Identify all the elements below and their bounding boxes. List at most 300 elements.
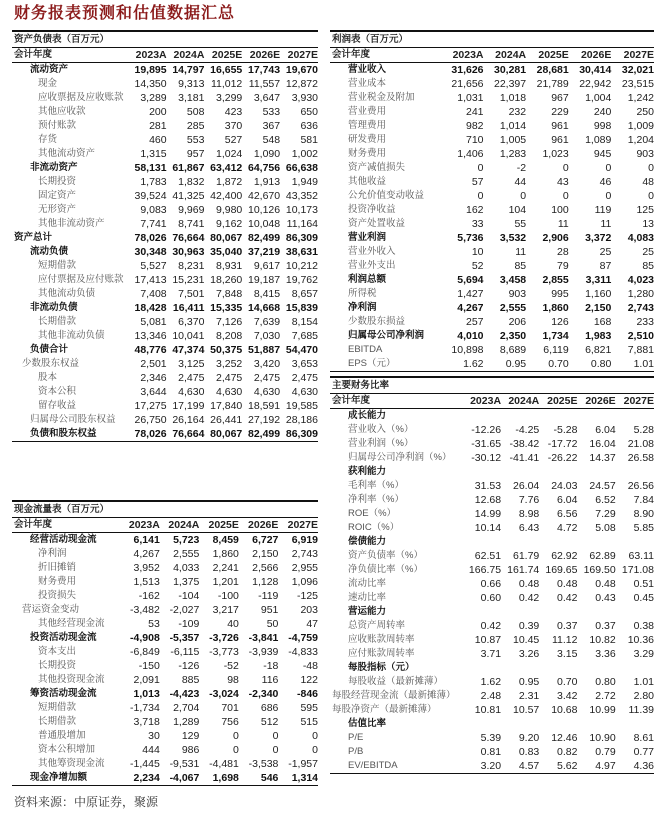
row-label: 负债和股东权益	[30, 428, 97, 439]
cell-value: 2,475	[253, 372, 281, 384]
cell-value: 161.74	[507, 564, 540, 576]
cell-value: 0.45	[633, 592, 654, 604]
cell-value: 3,644	[140, 386, 167, 398]
cell-value: 62.51	[474, 550, 502, 562]
cell-value: 241	[465, 106, 484, 118]
row-label: 偿债能力	[348, 536, 387, 547]
cell-value: 57	[471, 176, 484, 188]
cell-value: 1,128	[252, 576, 279, 588]
cell-value: 1,009	[627, 120, 654, 132]
table-row	[12, 399, 318, 413]
cell-value	[577, 465, 615, 479]
cell-value: 11,557	[248, 78, 281, 90]
cell-value: 2,475	[216, 372, 243, 384]
cell-value: 15,839	[285, 302, 318, 314]
cell-value: 2,150	[585, 302, 612, 314]
cell-value: 9,969	[178, 204, 205, 216]
row-label: 流动资产	[30, 64, 69, 75]
cell-value: 0.95	[518, 676, 540, 688]
cell-value: 885	[181, 674, 200, 686]
cell-value: 995	[551, 288, 569, 300]
row-label: 总资产周转率	[348, 620, 406, 631]
cell-value: 512	[260, 716, 279, 728]
cell-value	[616, 661, 654, 675]
row-label: 资产负债率（%）	[348, 550, 423, 561]
row-label: 毛利率（%）	[348, 480, 404, 491]
table-row	[12, 245, 318, 259]
cell-value: 1,983	[585, 330, 612, 342]
cell-value: 63,412	[210, 162, 243, 174]
row-label: 营业外支出	[348, 260, 396, 271]
cell-value: 8,459	[212, 534, 239, 546]
cell-value: 9,083	[140, 204, 167, 216]
cell-value: 86,309	[285, 232, 318, 244]
source-note: 资料来源：中原证券，聚源	[14, 795, 159, 809]
cell-value: 5.39	[480, 732, 502, 744]
cell-value: 5.62	[557, 760, 578, 772]
cell-value: 10.87	[474, 634, 502, 646]
row-label: 非流动资产	[30, 162, 78, 173]
table-row	[12, 561, 318, 575]
row-label: 获利能力	[348, 466, 387, 477]
row-label: 少数股东权益	[22, 358, 80, 369]
row-label: 短期借款	[38, 260, 77, 271]
cell-value: -125	[296, 590, 318, 602]
cell-value: -6,115	[170, 646, 200, 658]
year-header: 2026E	[242, 48, 280, 63]
year-header: 2024A	[484, 48, 527, 63]
cell-value: 14,797	[172, 64, 205, 76]
table-row	[330, 451, 654, 465]
cell-value: -52	[223, 660, 239, 672]
year-header: 2023A	[120, 518, 160, 533]
cell-value: -9,531	[169, 758, 200, 770]
cell-value: 10.82	[589, 634, 616, 646]
cell-value: 1,031	[457, 92, 484, 104]
table-row	[12, 589, 318, 603]
table-row	[12, 687, 318, 701]
cell-value: 3,252	[216, 358, 243, 370]
cell-value: 5.08	[595, 522, 616, 534]
cell-value: 1,002	[291, 148, 318, 160]
cell-value: 9,617	[253, 260, 281, 272]
table-row	[12, 413, 318, 427]
cell-value: 50	[266, 618, 279, 630]
cell-value: 6.04	[595, 424, 616, 436]
cell-value: 48,776	[134, 344, 167, 356]
cell-value: -100	[217, 590, 239, 602]
cell-value: 171.08	[621, 564, 654, 576]
cell-value: 686	[260, 702, 279, 714]
table-row	[12, 175, 318, 189]
cell-value	[539, 535, 577, 549]
cell-value: 76,664	[172, 232, 205, 244]
cell-value: -2	[516, 162, 527, 174]
table-row	[330, 661, 654, 675]
header-row	[330, 394, 654, 409]
table-bottom-rule	[12, 786, 318, 787]
table-row	[12, 315, 318, 329]
table-body	[12, 63, 318, 442]
cell-value: 168	[593, 316, 612, 328]
cell-value: 3,458	[499, 274, 527, 286]
cell-value: 7,030	[253, 330, 281, 342]
cell-value	[616, 535, 654, 549]
table-row	[330, 731, 654, 745]
header-label: 会计年度	[12, 518, 120, 533]
table-row	[330, 147, 654, 161]
balance-sheet-table	[12, 30, 318, 442]
cell-value: 10,126	[247, 204, 281, 216]
cell-value: 122	[300, 674, 318, 686]
cell-value: 232	[508, 106, 527, 118]
cell-value: 5.85	[633, 522, 654, 534]
row-label: 投资活动现金流	[30, 632, 97, 643]
header-label: 会计年度	[12, 48, 129, 63]
header-row	[12, 48, 318, 63]
row-label: 资产总计	[14, 232, 53, 243]
cell-value: -2,027	[169, 604, 200, 616]
row-label: 每股净资产（最新摊薄）	[332, 704, 437, 715]
table-row	[12, 645, 318, 659]
cell-value: 119	[594, 204, 612, 216]
cell-value: 16,411	[172, 302, 205, 314]
cell-value: 31.53	[474, 480, 502, 492]
cell-value	[501, 717, 539, 731]
cell-value: 3,647	[253, 92, 281, 104]
cell-value: 1,024	[216, 148, 243, 160]
cell-value	[577, 535, 615, 549]
cell-value: 0	[520, 190, 527, 202]
cell-value: 6,119	[543, 344, 569, 356]
bottom-rule	[12, 786, 318, 787]
cell-value: 18,591	[247, 400, 281, 412]
cell-value: 3,372	[585, 232, 612, 244]
cell-value: 444	[142, 744, 160, 756]
cell-value: 7.84	[633, 494, 654, 506]
table-title: 现金流量表（百万元）	[12, 500, 318, 517]
cell-value: 967	[551, 92, 569, 104]
table-body	[330, 409, 654, 774]
cell-value: 2,475	[291, 372, 318, 384]
row-label: 少数股东损益	[348, 316, 406, 327]
rule-line	[12, 786, 318, 787]
table-row	[330, 717, 654, 731]
cell-value: 3.42	[557, 690, 578, 702]
cell-value: 17,199	[172, 400, 205, 412]
cell-value: 3.29	[633, 648, 654, 660]
table-row	[12, 63, 318, 78]
cell-value: 9.20	[518, 732, 540, 744]
table-row	[12, 231, 318, 245]
cell-value	[577, 661, 615, 675]
cell-value: 28,186	[285, 414, 318, 426]
cell-value: 0.77	[633, 746, 654, 758]
cell-value: 2,704	[173, 702, 200, 714]
cell-value: 2,501	[140, 358, 167, 370]
table-row	[12, 119, 318, 133]
table-row	[330, 563, 654, 577]
cell-value: 2,475	[178, 372, 205, 384]
cell-value: 53	[148, 618, 160, 630]
cell-value: -3,538	[248, 758, 279, 770]
cell-value: 957	[186, 148, 205, 160]
cell-value: 42,670	[247, 190, 281, 202]
cell-value: 0.37	[595, 620, 616, 632]
row-label: 所得税	[348, 288, 377, 299]
row-label: 营业外收入	[348, 246, 396, 257]
cell-value: 40	[227, 618, 239, 630]
table-header	[330, 394, 654, 409]
cell-value: 4.36	[633, 760, 654, 772]
row-label: 每股收益（最新摊薄）	[348, 676, 444, 687]
cell-value: 52	[471, 260, 484, 272]
row-label: P/B	[348, 746, 364, 757]
cell-value: -3,482	[130, 604, 160, 616]
cell-value	[463, 409, 501, 424]
year-header: 2026E	[577, 394, 615, 409]
cell-value: 82,499	[247, 232, 281, 244]
cell-value: 0.66	[480, 578, 502, 590]
cell-value: 15,335	[210, 302, 243, 314]
cell-value: 4.57	[518, 760, 540, 772]
row-label: 净利率（%）	[348, 494, 404, 505]
table-row	[12, 91, 318, 105]
cell-value: -17.72	[547, 438, 578, 450]
cell-value: 2,510	[627, 330, 654, 342]
cell-value: 0.42	[480, 620, 502, 632]
table-row	[12, 743, 318, 757]
cell-value: 8,741	[178, 218, 205, 230]
cell-value: 12,872	[285, 78, 318, 90]
table-row	[12, 189, 318, 203]
cell-value: 0	[233, 730, 239, 742]
cell-value: -5,357	[169, 632, 200, 644]
cell-value: 42,400	[210, 190, 243, 202]
cell-value: 104	[508, 204, 527, 216]
table-row	[330, 703, 654, 717]
cell-value: 285	[186, 120, 205, 132]
table-row	[12, 715, 318, 729]
bottom-rule	[330, 372, 654, 373]
cell-value: 80,067	[210, 428, 243, 440]
cell-value: 28	[557, 246, 569, 258]
cell-value: 3.71	[480, 648, 502, 660]
row-label: 现金	[38, 78, 58, 89]
row-label: 归属母公司净利润	[348, 330, 425, 341]
cell-value: 15,231	[172, 274, 205, 286]
table-header	[12, 518, 318, 533]
cell-value: 13,346	[134, 330, 167, 342]
table-row	[330, 521, 654, 535]
cell-value: 35,040	[210, 246, 243, 258]
cell-value: 1,004	[585, 92, 612, 104]
cell-value: 80,067	[210, 232, 243, 244]
cell-value: 8,231	[178, 260, 205, 272]
cell-value: 7,848	[216, 288, 243, 300]
cell-value: 6,919	[291, 534, 318, 546]
cell-value: 86,309	[285, 428, 318, 440]
cell-value: 39,524	[134, 190, 167, 202]
cell-value	[539, 465, 577, 479]
row-label: 管理费用	[348, 120, 387, 131]
cell-value: 0.79	[595, 746, 616, 758]
cell-value: 1,201	[212, 576, 239, 588]
cell-value: 229	[551, 106, 569, 118]
financial-ratios-table	[330, 376, 654, 774]
row-label: 归属母公司股东权益	[30, 414, 116, 425]
year-header: 2024A	[160, 518, 200, 533]
cell-value: 76,664	[172, 428, 205, 440]
table-row	[330, 245, 654, 259]
row-label: 估值比率	[348, 718, 387, 729]
cell-value: 8,689	[499, 344, 527, 356]
cell-value: 54,470	[285, 344, 318, 356]
cell-value: 0.95	[505, 358, 527, 370]
cell-value: 11.12	[551, 634, 578, 646]
cell-value: 4,630	[291, 386, 318, 398]
cell-value: 5,694	[457, 274, 484, 286]
cell-value: 23,515	[621, 78, 654, 90]
cell-value: 0	[233, 744, 239, 756]
cell-value: 0.42	[518, 592, 540, 604]
cell-value: 3,420	[253, 358, 281, 370]
cell-value: 12.46	[551, 732, 578, 744]
table-row	[12, 385, 318, 399]
cell-value: 10.81	[474, 704, 502, 716]
cell-value: 19,670	[285, 64, 318, 76]
table-row	[12, 301, 318, 315]
cell-value: 4,083	[627, 232, 654, 244]
table-row	[330, 203, 654, 217]
cell-value: 17,840	[210, 400, 243, 412]
row-label: 其他非流动负债	[38, 330, 105, 341]
cell-value: 2,346	[140, 372, 167, 384]
cell-value: 8,415	[253, 288, 281, 300]
cell-value: 7,501	[178, 288, 205, 300]
cell-value	[616, 605, 654, 619]
cell-value: 3.36	[595, 648, 616, 660]
cell-value: 3,653	[291, 358, 318, 370]
cell-value: 3,217	[212, 604, 239, 616]
cell-value: 10.68	[551, 704, 578, 716]
cell-value: 129	[181, 730, 200, 742]
cell-value	[463, 717, 501, 731]
cell-value: 4.97	[595, 760, 616, 772]
cell-value: 19,762	[285, 274, 318, 286]
cell-value: 50,375	[210, 344, 243, 356]
cell-value: 47,374	[172, 344, 205, 356]
cell-value: 7.29	[595, 508, 616, 520]
cell-value: 548	[262, 134, 281, 146]
cell-value: -846	[296, 688, 318, 700]
cell-value: 0	[477, 162, 484, 174]
cell-value: 0.70	[548, 358, 569, 370]
row-label: 其他经营现金流	[38, 618, 105, 629]
cell-value: 98	[227, 674, 239, 686]
cell-value: 8,154	[291, 316, 318, 328]
cell-value: 162	[465, 204, 484, 216]
table-bottom-rule	[330, 372, 654, 373]
table-row	[330, 343, 654, 357]
cell-value: 701	[221, 702, 239, 714]
cell-value: 8,931	[216, 260, 243, 272]
cell-value: 7,126	[216, 316, 243, 328]
table-row	[330, 91, 654, 105]
cell-value: 47	[306, 618, 318, 630]
year-header: 2026E	[569, 48, 612, 63]
row-label: 速动比率	[348, 592, 387, 603]
cell-value: 17,413	[134, 274, 167, 286]
cell-value: 423	[224, 106, 243, 118]
cell-value: 5,736	[457, 232, 484, 244]
cell-value: 710	[465, 134, 484, 146]
cell-value: 0.48	[557, 578, 578, 590]
cell-value: 595	[300, 702, 318, 714]
cell-value: 21,656	[451, 78, 484, 90]
cell-value: 5,081	[140, 316, 167, 328]
row-label: 短期借款	[38, 702, 77, 713]
cell-value: 961	[551, 120, 569, 132]
cell-value: 1,014	[499, 120, 527, 132]
cell-value: 4,033	[173, 562, 200, 574]
cell-value: 6.56	[557, 508, 578, 520]
cell-value: 0.48	[595, 578, 616, 590]
cell-value: 1,089	[585, 134, 612, 146]
cell-value: 22,942	[579, 78, 612, 90]
cell-value: 0.38	[633, 620, 654, 632]
row-label: 营业费用	[348, 106, 387, 117]
table-row	[330, 217, 654, 231]
table-row	[330, 161, 654, 175]
row-label: 净利润	[38, 548, 67, 559]
cell-value: 7,741	[140, 218, 167, 230]
table-row	[330, 633, 654, 647]
page-title: 财务报表预测和估值数据汇总	[14, 3, 236, 22]
cell-value: 26,164	[172, 414, 205, 426]
cell-value: 166.75	[468, 564, 502, 576]
table-row	[330, 577, 654, 591]
cell-value: 998	[593, 120, 612, 132]
cell-value: 10.14	[474, 522, 502, 534]
cell-value: 636	[300, 120, 318, 132]
row-label: 营业成本	[348, 78, 387, 89]
cell-value: 27,192	[247, 414, 281, 426]
cell-value: 527	[224, 134, 243, 146]
table-row	[330, 231, 654, 245]
cell-value	[577, 605, 615, 619]
cell-value: 0	[605, 190, 612, 202]
cell-value: 650	[300, 106, 318, 118]
cell-value: 10,173	[285, 204, 318, 216]
row-label: 其他筹资现金流	[38, 758, 105, 769]
cell-value: -3,024	[209, 688, 239, 700]
cell-value: 3,181	[178, 92, 205, 104]
cell-value: 10,041	[172, 330, 205, 342]
cell-value: 1,513	[133, 576, 160, 588]
cell-value: 10.36	[627, 634, 654, 646]
cell-value: 21,789	[536, 78, 569, 90]
year-header: 2025E	[539, 394, 577, 409]
row-label: 每股指标（元）	[348, 662, 415, 673]
cell-value: 2,150	[252, 548, 279, 560]
cell-value: 370	[224, 120, 243, 132]
table-bottom-rule	[12, 442, 318, 443]
cell-value: -162	[138, 590, 160, 602]
cell-value	[501, 409, 539, 424]
cell-value: 30,348	[134, 246, 167, 258]
cell-value	[501, 605, 539, 619]
